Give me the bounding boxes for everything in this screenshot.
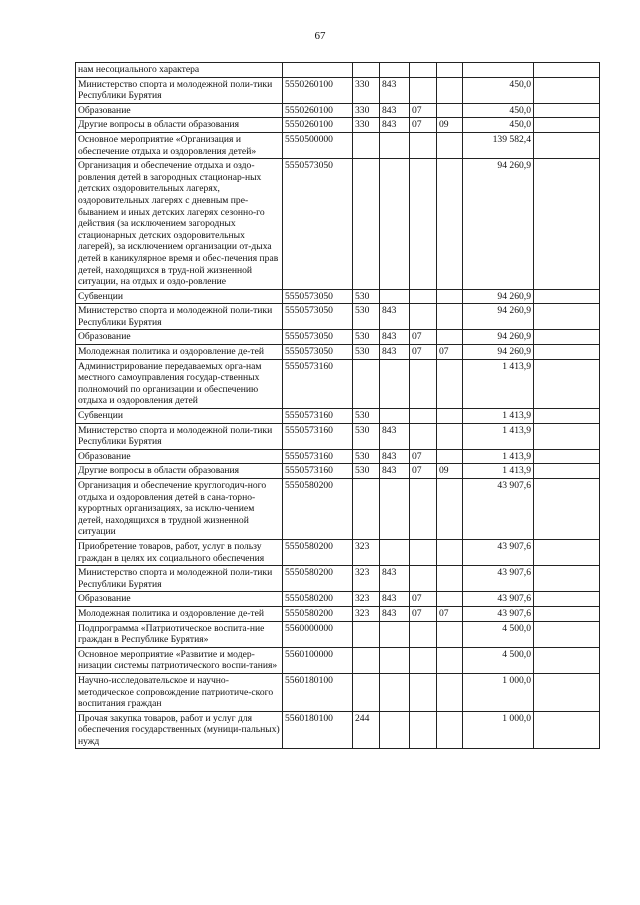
cell-section: 07 xyxy=(410,606,437,621)
cell-empty xyxy=(534,345,600,360)
cell-target-code: 5550573160 xyxy=(283,359,353,408)
table-row xyxy=(76,464,600,479)
cell-empty xyxy=(534,359,600,408)
cell-description: Молодежная политика и оздоровление де-тей xyxy=(76,345,283,360)
cell-empty xyxy=(534,449,600,464)
table-row xyxy=(76,289,600,304)
cell-subsection xyxy=(437,566,463,592)
cell-subsection xyxy=(437,423,463,449)
cell-ministry-code xyxy=(380,289,410,304)
cell-empty xyxy=(534,566,600,592)
cell-expense-type: 530 xyxy=(353,449,380,464)
cell-description: Приобретение товаров, работ, услуг в пользу граждан в целях их социального обеспечения xyxy=(76,539,283,565)
cell-expense-type xyxy=(353,647,380,673)
cell-target-code: 5550573050 xyxy=(283,289,353,304)
cell-subsection xyxy=(437,304,463,330)
cell-subsection: 07 xyxy=(437,606,463,621)
cell-subsection xyxy=(437,132,463,158)
cell-ministry-code xyxy=(380,711,410,749)
cell-ministry-code: 843 xyxy=(380,566,410,592)
cell-expense-type xyxy=(353,479,380,540)
cell-ministry-code xyxy=(380,359,410,408)
cell-amount: 94 260,9 xyxy=(463,330,534,345)
cell-amount: 94 260,9 xyxy=(463,304,534,330)
cell-subsection xyxy=(437,103,463,118)
cell-expense-type: 530 xyxy=(353,345,380,360)
cell-subsection xyxy=(437,647,463,673)
cell-section xyxy=(410,359,437,408)
cell-empty xyxy=(534,479,600,540)
cell-subsection: 09 xyxy=(437,118,463,133)
cell-empty xyxy=(534,464,600,479)
cell-amount: 1 000,0 xyxy=(463,711,534,749)
cell-section xyxy=(410,289,437,304)
cell-target-code: 5560000000 xyxy=(283,621,353,647)
cell-amount: 43 907,6 xyxy=(463,479,534,540)
cell-empty xyxy=(534,330,600,345)
cell-target-code: 5550260100 xyxy=(283,103,353,118)
cell-subsection xyxy=(437,63,463,78)
cell-section xyxy=(410,539,437,565)
cell-expense-type xyxy=(353,359,380,408)
table-row xyxy=(76,409,600,424)
cell-section xyxy=(410,423,437,449)
cell-ministry-code: 843 xyxy=(380,345,410,360)
cell-empty xyxy=(534,304,600,330)
cell-subsection xyxy=(437,159,463,290)
table-row xyxy=(76,621,600,647)
cell-description: Прочая закупка товаров, работ и услуг для обеспечения государственных (муници-пальных) нужд xyxy=(76,711,283,749)
cell-target-code: 5550580200 xyxy=(283,592,353,607)
cell-section xyxy=(410,647,437,673)
cell-amount: 94 260,9 xyxy=(463,345,534,360)
cell-section xyxy=(410,711,437,749)
cell-empty xyxy=(534,132,600,158)
cell-description: Организация и обеспечение круглогодич-ного отдыха и оздоровления детей в сана-торно-курортных организациях, за исклю-чением детей, находящихся в трудной жизненной ситуации xyxy=(76,479,283,540)
cell-ministry-code: 843 xyxy=(380,464,410,479)
cell-description: Субвенции xyxy=(76,289,283,304)
cell-empty xyxy=(534,409,600,424)
cell-expense-type: 323 xyxy=(353,566,380,592)
table-row xyxy=(76,592,600,607)
cell-ministry-code: 843 xyxy=(380,592,410,607)
cell-description: Образование xyxy=(76,103,283,118)
cell-ministry-code xyxy=(380,409,410,424)
cell-target-code: 5550573050 xyxy=(283,330,353,345)
cell-section: 07 xyxy=(410,330,437,345)
cell-expense-type: 530 xyxy=(353,304,380,330)
cell-description: Министерство спорта и молодежной поли-тики Республики Бурятия xyxy=(76,77,283,103)
cell-ministry-code: 843 xyxy=(380,449,410,464)
cell-subsection: 07 xyxy=(437,345,463,360)
table-row xyxy=(76,345,600,360)
cell-subsection xyxy=(437,673,463,711)
cell-empty xyxy=(534,673,600,711)
page-number: 67 xyxy=(314,30,326,42)
cell-empty xyxy=(534,77,600,103)
cell-amount: 4 500,0 xyxy=(463,647,534,673)
cell-ministry-code xyxy=(380,159,410,290)
cell-target-code: 5550573050 xyxy=(283,345,353,360)
cell-amount: 43 907,6 xyxy=(463,592,534,607)
cell-ministry-code xyxy=(380,673,410,711)
cell-section xyxy=(410,304,437,330)
cell-subsection xyxy=(437,621,463,647)
cell-expense-type: 530 xyxy=(353,330,380,345)
cell-description: Министерство спорта и молодежной поли-тики Республики Бурятия xyxy=(76,423,283,449)
cell-section xyxy=(410,77,437,103)
cell-subsection xyxy=(437,479,463,540)
cell-subsection xyxy=(437,289,463,304)
cell-ministry-code: 843 xyxy=(380,77,410,103)
cell-amount: 1 000,0 xyxy=(463,673,534,711)
cell-ministry-code xyxy=(380,63,410,78)
cell-target-code: 5560180100 xyxy=(283,673,353,711)
cell-subsection xyxy=(437,592,463,607)
cell-section xyxy=(410,409,437,424)
table-row xyxy=(76,132,600,158)
cell-description: Организация и обеспечение отдыха и оздо-ровления детей в загородных стационар-ных детских оздоровительных лагерях, оздоровительных лагерях с дневным пре-быванием и иных детских лагерях сезонно-го действия (за исключением загородных стационарных детских оздоровительных лагерей), за исключением организации от-дыха детей в каникулярное время и обес-печения прав детей, находящихся в труд-ной жизненной ситуации, на отдых и оздо-ровление xyxy=(76,159,283,290)
cell-target-code: 5550580200 xyxy=(283,479,353,540)
cell-empty xyxy=(534,103,600,118)
cell-amount: 450,0 xyxy=(463,103,534,118)
cell-ministry-code: 843 xyxy=(380,606,410,621)
cell-description: Субвенции xyxy=(76,409,283,424)
table-row xyxy=(76,159,600,290)
table-row xyxy=(76,566,600,592)
cell-expense-type: 330 xyxy=(353,77,380,103)
cell-expense-type xyxy=(353,132,380,158)
cell-target-code: 5550260100 xyxy=(283,118,353,133)
cell-amount: 1 413,9 xyxy=(463,449,534,464)
cell-section: 07 xyxy=(410,118,437,133)
cell-description: Образование xyxy=(76,592,283,607)
cell-description: Образование xyxy=(76,449,283,464)
cell-subsection xyxy=(437,539,463,565)
cell-section: 07 xyxy=(410,345,437,360)
cell-section: 07 xyxy=(410,464,437,479)
cell-amount xyxy=(463,63,534,78)
cell-description: Молодежная политика и оздоровление де-тей xyxy=(76,606,283,621)
cell-section xyxy=(410,479,437,540)
cell-ministry-code xyxy=(380,647,410,673)
cell-subsection: 09 xyxy=(437,464,463,479)
cell-empty xyxy=(534,539,600,565)
cell-expense-type: 323 xyxy=(353,592,380,607)
table-row xyxy=(76,330,600,345)
cell-expense-type: 330 xyxy=(353,118,380,133)
table-row xyxy=(76,63,600,78)
cell-section xyxy=(410,566,437,592)
cell-description: Подпрограмма «Патриотическое воспита-ние граждан в Республике Бурятия» xyxy=(76,621,283,647)
cell-description: Министерство спорта и молодежной поли-тики Республики Бурятия xyxy=(76,566,283,592)
cell-description: Другие вопросы в области образования xyxy=(76,118,283,133)
cell-empty xyxy=(534,289,600,304)
cell-ministry-code: 843 xyxy=(380,423,410,449)
cell-section xyxy=(410,63,437,78)
cell-description: Основное мероприятие «Организация и обеспечение отдыха и оздоровления детей» xyxy=(76,132,283,158)
table-row xyxy=(76,423,600,449)
cell-expense-type: 323 xyxy=(353,539,380,565)
cell-target-code: 5550573160 xyxy=(283,423,353,449)
cell-amount: 43 907,6 xyxy=(463,539,534,565)
cell-amount: 4 500,0 xyxy=(463,621,534,647)
cell-amount: 139 582,4 xyxy=(463,132,534,158)
table-row xyxy=(76,103,600,118)
cell-target-code: 5550573160 xyxy=(283,409,353,424)
cell-amount: 450,0 xyxy=(463,118,534,133)
table-row xyxy=(76,449,600,464)
cell-subsection xyxy=(437,711,463,749)
cell-expense-type: 323 xyxy=(353,606,380,621)
cell-target-code xyxy=(283,63,353,78)
cell-target-code: 5550580200 xyxy=(283,566,353,592)
cell-expense-type: 530 xyxy=(353,423,380,449)
cell-target-code: 5550573050 xyxy=(283,159,353,290)
cell-expense-type: 530 xyxy=(353,289,380,304)
cell-description: Научно-исследовательское и научно-методическое сопровождение патриотиче-ского воспитания граждан xyxy=(76,673,283,711)
cell-target-code: 5560100000 xyxy=(283,647,353,673)
cell-amount: 94 260,9 xyxy=(463,159,534,290)
cell-section xyxy=(410,673,437,711)
cell-target-code: 5560180100 xyxy=(283,711,353,749)
cell-expense-type: 330 xyxy=(353,103,380,118)
cell-amount: 1 413,9 xyxy=(463,464,534,479)
budget-table xyxy=(75,62,600,749)
cell-expense-type: 530 xyxy=(353,409,380,424)
table-row xyxy=(76,673,600,711)
cell-description: Министерство спорта и молодежной поли-тики Республики Бурятия xyxy=(76,304,283,330)
cell-amount: 1 413,9 xyxy=(463,359,534,408)
table-row xyxy=(76,606,600,621)
cell-target-code: 5550580200 xyxy=(283,539,353,565)
table-row xyxy=(76,77,600,103)
table-row xyxy=(76,118,600,133)
cell-amount: 43 907,6 xyxy=(463,606,534,621)
cell-amount: 1 413,9 xyxy=(463,409,534,424)
cell-empty xyxy=(534,647,600,673)
table-row xyxy=(76,711,600,749)
table-row xyxy=(76,647,600,673)
cell-empty xyxy=(534,118,600,133)
cell-section xyxy=(410,132,437,158)
cell-description: Администрирование передаваемых орга-нам местного самоуправления государ-ственных полномочий по организации и обеспечению отдыха и оздоровления детей xyxy=(76,359,283,408)
cell-section: 07 xyxy=(410,449,437,464)
cell-ministry-code: 843 xyxy=(380,118,410,133)
cell-target-code: 5550260100 xyxy=(283,77,353,103)
cell-expense-type: 530 xyxy=(353,464,380,479)
cell-subsection xyxy=(437,409,463,424)
cell-empty xyxy=(534,592,600,607)
cell-ministry-code xyxy=(380,132,410,158)
cell-expense-type xyxy=(353,63,380,78)
cell-amount: 94 260,9 xyxy=(463,289,534,304)
cell-subsection xyxy=(437,330,463,345)
cell-section: 07 xyxy=(410,103,437,118)
cell-target-code: 5550580200 xyxy=(283,606,353,621)
cell-empty xyxy=(534,711,600,749)
cell-section xyxy=(410,621,437,647)
cell-description: Основное мероприятие «Развитие и модер-низации системы патриотического воспи-тания» xyxy=(76,647,283,673)
table-row xyxy=(76,359,600,408)
cell-subsection xyxy=(437,449,463,464)
cell-amount: 1 413,9 xyxy=(463,423,534,449)
cell-ministry-code: 843 xyxy=(380,304,410,330)
cell-ministry-code: 843 xyxy=(380,103,410,118)
cell-expense-type xyxy=(353,621,380,647)
table-row xyxy=(76,304,600,330)
cell-target-code: 5550500000 xyxy=(283,132,353,158)
cell-target-code: 5550573160 xyxy=(283,449,353,464)
budget-table-body xyxy=(76,63,600,749)
table-row xyxy=(76,479,600,540)
cell-amount: 43 907,6 xyxy=(463,566,534,592)
cell-description: Образование xyxy=(76,330,283,345)
cell-ministry-code: 843 xyxy=(380,330,410,345)
cell-empty xyxy=(534,621,600,647)
cell-section xyxy=(410,159,437,290)
cell-target-code: 5550573050 xyxy=(283,304,353,330)
cell-ministry-code xyxy=(380,621,410,647)
cell-description: Другие вопросы в области образования xyxy=(76,464,283,479)
cell-expense-type: 244 xyxy=(353,711,380,749)
cell-empty xyxy=(534,159,600,290)
cell-expense-type xyxy=(353,159,380,290)
cell-ministry-code xyxy=(380,539,410,565)
cell-empty xyxy=(534,63,600,78)
cell-target-code: 5550573160 xyxy=(283,464,353,479)
cell-ministry-code xyxy=(380,479,410,540)
cell-subsection xyxy=(437,359,463,408)
table-row xyxy=(76,539,600,565)
cell-empty xyxy=(534,423,600,449)
cell-subsection xyxy=(437,77,463,103)
cell-empty xyxy=(534,606,600,621)
cell-description: нам несоциального характера xyxy=(76,63,283,78)
cell-expense-type xyxy=(353,673,380,711)
cell-section: 07 xyxy=(410,592,437,607)
cell-amount: 450,0 xyxy=(463,77,534,103)
